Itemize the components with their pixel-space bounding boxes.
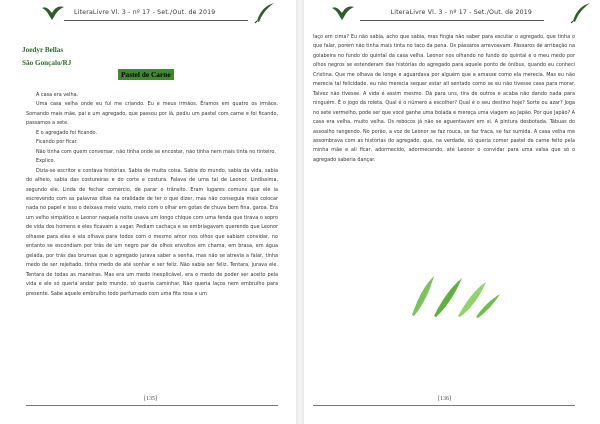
paragraph: Ficando por ficar. bbox=[36, 139, 78, 146]
article-byline bbox=[22, 44, 71, 70]
page-number-right: [136] bbox=[438, 396, 451, 402]
footer-rule bbox=[313, 405, 575, 406]
header-rule bbox=[64, 20, 248, 21]
author-name: Joedyr Bellas bbox=[22, 46, 64, 54]
right-page bbox=[304, 0, 600, 424]
green-leaves-icon bbox=[404, 270, 504, 320]
paragraph: Dizia-se escritor e contava histórias. Sabia de muita coisa. Sabia do mundo, sabia da vida, sabia do alheio, sabia das costureiras e do corte e costura. Falava de uma tal de Leonor. Lindíssima, segundo ele. Linda de fechar comércio, de parar o trânsito. Eram lugares comuns que ele ia escrevendo com as palavras ditas na oralidade de ter o que dizer, mas não conseguia mais colocar nada no papel e isso o deixava meio vazio, meio com o olhar em gotas de chuva bem fina, garoa. Era um velho simpático e Leonor naquela noite usava um longo chique com uma fenda que tirava o sopro de vida dos homens e eles ficavam a vagar. Pediam cachaça e se embriagavam querendo que Leonor olhasse para eles e ela olhava para todos com o mesmo amor nos olhos que sabiam convidar, no entanto se escondiam por trás de um negro par de olhos envoltos em chama, em brasa, em água gelada, por trás das brumas que o agregado jurava saber a senha, mas não se atrevia a falar, tinha medo de ser rejeitado, tinha medo de até sonhar e ser feliz. Não sabia ser feliz. Tentara, jurava ele. Tentara de todas as maneiras. Mas era um medo inexplicável, era o medo de poder ser aceito pela vida e ele só queria andar pelo mundo, só queria caminhar. Não queria laços nem embrulho para presente. Sabe aquele embrulho todo perfumado com uma fita rosa e um bbox=[26, 167, 278, 297]
header-journal-text: LiteraLivre Vl. 3 - nº 17 - Set./Out. de 2019 bbox=[74, 9, 216, 16]
quill-pen-icon bbox=[570, 2, 592, 24]
right-page-body bbox=[313, 33, 575, 165]
article-title: Pastel de Carne bbox=[118, 69, 174, 80]
page-number-left: [135] bbox=[144, 396, 157, 402]
left-page-body bbox=[26, 91, 278, 299]
left-page bbox=[0, 0, 296, 424]
paragraph: E o agregado foi ficando. bbox=[36, 129, 98, 136]
paragraph: Não tinha com quem conversar, não tinha onde se encostar, não tinha nem mais tinta no tinteiro. bbox=[36, 148, 276, 155]
quill-pen-icon bbox=[254, 2, 276, 24]
paragraph: Uma casa velha onde eu fui me criando. Eu e meus irmãos. Éramos em quatro os irmãos. Somando mais mãe, pai e um agregado, que passou por lá, pediu um pastel com carne e foi ficando, passamos a sete. bbox=[26, 101, 278, 127]
header-journal-text: LiteraLivre Vl. 3 - nº 17 - Set./Out. de 2019 bbox=[390, 9, 532, 16]
left-header bbox=[20, 6, 284, 22]
bird-logo-icon bbox=[330, 4, 356, 22]
book-gutter bbox=[296, 0, 304, 424]
paragraph: A casa era velha. bbox=[36, 92, 79, 98]
footer-rule bbox=[26, 405, 278, 406]
right-header bbox=[324, 6, 588, 22]
paragraph: Explico. bbox=[36, 158, 55, 165]
header-rule bbox=[360, 20, 544, 21]
paragraph: laço em cima? Eu não sabia, acho que sabia, mas fingia não saber para escutar o agregado, que tinha o que falar, porém não tinha mais tinta no taco da pena. Os pássaros arrevoavam. Pássaros de arribação na goiabeira no fundo do quintal da casa velha. Leonor nos olhando no fundo do quintal e o meu medo por olhos negros se estenderam das histórias do agregado para aquele ponto de ônibus, quando eu conheci Cristina. Que me olhava de longe e aguardava por alguém que a amasse como ela merecia. Mas eu não merecia tal felicidade, eu não merecia sequer estar ali sentado como se eu não tivesse casa para morar. Talvez não tivesse. A vida é assim mesmo. Dá para uns, tira de outros e acaba não dando nada para ninguém. É o jogo da roleta. Qual é o número a escolher? Qual é o seu destino hoje? Sorte ou azar? Joga no sete vermelho, pode ser que você ganhe uma bolada e mereça uma viagem ao Japão. Por que Japão? A casa era velha, muito velha. Os rebocos já não se aguentavam em si. A pintura desbotada. Tábuas do assoalho rangendo. No porão, a voz de Leonor se faz rouca, se faz fraca, se faz sumida. A casa velha me assombrava com as histórias do agregado, que, na verdade, só queria comer pastel de carne feito pela minha mãe e ali ficar, adormecido, adormecendo, até Leonor o convidar para uma valsa que só o agregado saberia dançar. bbox=[313, 34, 575, 163]
author-location: São Gonçalo/RJ bbox=[22, 59, 72, 67]
bird-logo-icon bbox=[40, 4, 66, 22]
